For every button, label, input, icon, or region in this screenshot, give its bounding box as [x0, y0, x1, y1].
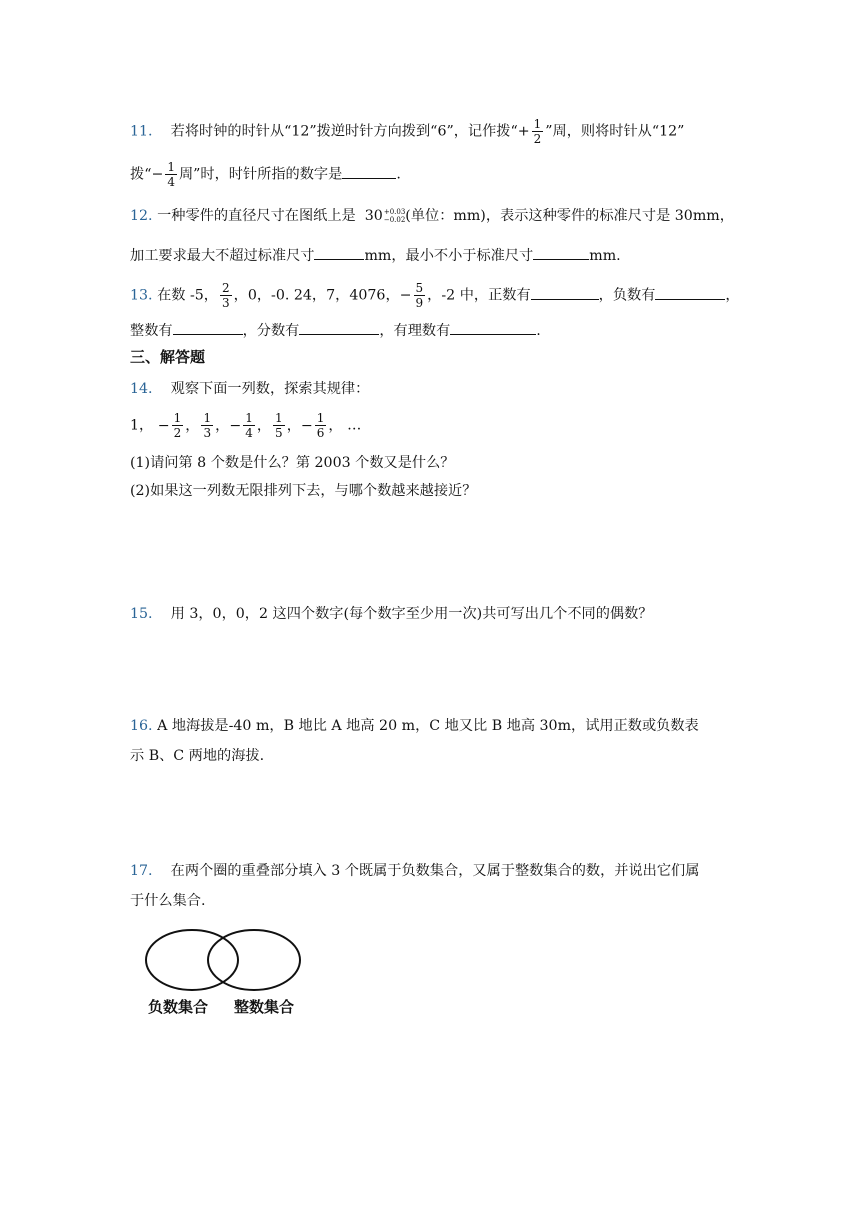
question-text: 拨“ [130, 166, 152, 183]
fraction [243, 411, 255, 440]
question-text: (单位：mm)，表示这种零件的标准尺寸是 30mm， [405, 208, 734, 224]
question-number: 16. [130, 718, 153, 734]
sign: + [517, 123, 530, 140]
denominator: 3 [203, 426, 212, 440]
fraction [315, 411, 327, 440]
q16-line1 [130, 716, 699, 736]
q13-line2 [130, 320, 541, 341]
denominator: 4 [167, 175, 175, 189]
numerator: 1 [167, 160, 175, 174]
question-text: mm，最小不小于标准尺寸 [364, 248, 534, 264]
integer-set-circle [208, 930, 300, 990]
question-text: 在数 -5， [157, 287, 218, 304]
sign: − [151, 166, 164, 183]
numerator: 1 [245, 411, 253, 425]
denominator: 3 [222, 296, 230, 310]
section-heading: 三、解答题 [130, 348, 206, 366]
question-text: 周”时，时针所指的数字是 [178, 166, 343, 183]
separator: ， [328, 417, 343, 434]
question-number: 11. [130, 123, 153, 140]
fraction [172, 411, 184, 440]
fraction [273, 411, 285, 440]
q16-line2: 示 B、C 两地的海拔. [130, 748, 265, 764]
question-text: 一种零件的直径尺寸在图纸上是 [157, 208, 356, 224]
question-text: ，-2 中，正数有 [427, 287, 531, 304]
sequence-term [157, 411, 200, 440]
answer-blank[interactable] [533, 245, 589, 260]
question-text: ，有理数有 [379, 323, 451, 339]
sign: − [300, 417, 313, 434]
q15-line [130, 604, 652, 624]
question-text: mm. [589, 248, 621, 264]
sequence-term [300, 411, 343, 440]
sequence-term [199, 411, 230, 440]
q13-line1 [130, 281, 740, 310]
sequence-terms [157, 411, 343, 440]
question-number: 15. [130, 606, 153, 622]
sign: − [229, 417, 242, 434]
denominator: 5 [275, 426, 283, 440]
numerator: 1 [316, 411, 325, 425]
sign: − [399, 287, 412, 304]
q17-line2: 于什么集合. [130, 893, 206, 909]
question-text: 观察下面一列数，探索其规律： [170, 381, 370, 397]
answer-blank[interactable] [655, 285, 725, 300]
negative-set-label: 负数集合 [148, 998, 209, 1016]
numerator: 1 [275, 411, 283, 425]
tolerance [384, 208, 405, 224]
sequence-term [229, 411, 272, 440]
fraction [414, 281, 426, 310]
answer-blank[interactable] [173, 320, 243, 335]
denominator: 2 [533, 132, 542, 146]
period: . [396, 166, 401, 183]
question-text: 在两个圈的重叠部分填入 3 个既属于负数集合，又属于整数集合的数，并说出它们属 [170, 863, 700, 879]
question-text: ”周，则将时针从“12” [545, 123, 685, 140]
question-text: A 地海拔是-40 m，B 地比 A 地高 20 m，C 地又比 B 地高 30m，试用正数或负数表 [157, 718, 699, 734]
q14-part1: (1)请问第 8 个数是什么？第 2003 个数又是什么？ [130, 455, 455, 471]
answer-blank[interactable] [450, 320, 536, 335]
fraction [165, 160, 177, 189]
question-text: 加工要求最大不超过标准尺寸 [130, 248, 315, 264]
dimension-base: 30 [364, 208, 383, 224]
sequence-term [271, 411, 301, 440]
numerator: 5 [415, 281, 424, 295]
question-text: ，0，-0. 24，7，4076， [233, 287, 400, 304]
fraction [532, 117, 544, 146]
question-number: 14. [130, 381, 153, 397]
question-text: ，分数有 [242, 323, 300, 339]
numerator: 1 [533, 117, 542, 131]
venn-diagram [140, 926, 310, 996]
separator: ， [256, 417, 272, 434]
fraction [220, 281, 232, 310]
negative-set-circle [146, 930, 238, 990]
question-text: ， [725, 287, 740, 304]
numerator: 2 [222, 281, 230, 295]
question-number: 12. [130, 208, 153, 224]
question-text: 用 3，0，0，2 这四个数字(每个数字至少用一次)共可写出几个不同的偶数？ [170, 606, 653, 622]
question-text: ，负数有 [598, 287, 656, 304]
denominator: 6 [316, 426, 325, 440]
answer-blank[interactable] [531, 285, 599, 300]
q14-intro [130, 379, 369, 399]
question-number: 17. [130, 863, 153, 879]
integer-set-label: 整数集合 [234, 998, 295, 1016]
question-text: 若将时钟的时针从“12”拨逆时针方向拨到“6”，记作拨“ [170, 123, 518, 140]
period: . [536, 323, 541, 339]
sign: − [157, 417, 170, 434]
q11-line2 [130, 160, 401, 189]
q14-part2: (2)如果这一列数无限排列下去，与哪个数越来越接近？ [130, 483, 477, 499]
denominator: 4 [245, 426, 253, 440]
separator: ， [286, 417, 301, 434]
denominator: 2 [173, 426, 182, 440]
upper-tolerance: +0.03 [383, 208, 406, 216]
answer-blank[interactable] [342, 164, 396, 179]
q14-sequence [130, 411, 361, 440]
q12-line1 [130, 206, 734, 226]
numerator: 1 [203, 411, 212, 425]
q12-line2 [130, 245, 621, 266]
question-number: 13. [130, 287, 153, 304]
numerator: 1 [173, 411, 182, 425]
q17-line1 [130, 861, 699, 881]
answer-blank[interactable] [314, 245, 364, 260]
answer-blank[interactable] [299, 320, 379, 335]
q11-line1 [130, 117, 684, 146]
separator: ， [185, 417, 200, 434]
separator: ， [215, 417, 230, 434]
denominator: 9 [415, 296, 424, 310]
sequence-term: 1， [130, 417, 154, 434]
question-text: 整数有 [130, 323, 173, 339]
ellipsis: … [347, 417, 362, 434]
lower-tolerance: −0.02 [383, 216, 406, 224]
fraction [201, 411, 213, 440]
